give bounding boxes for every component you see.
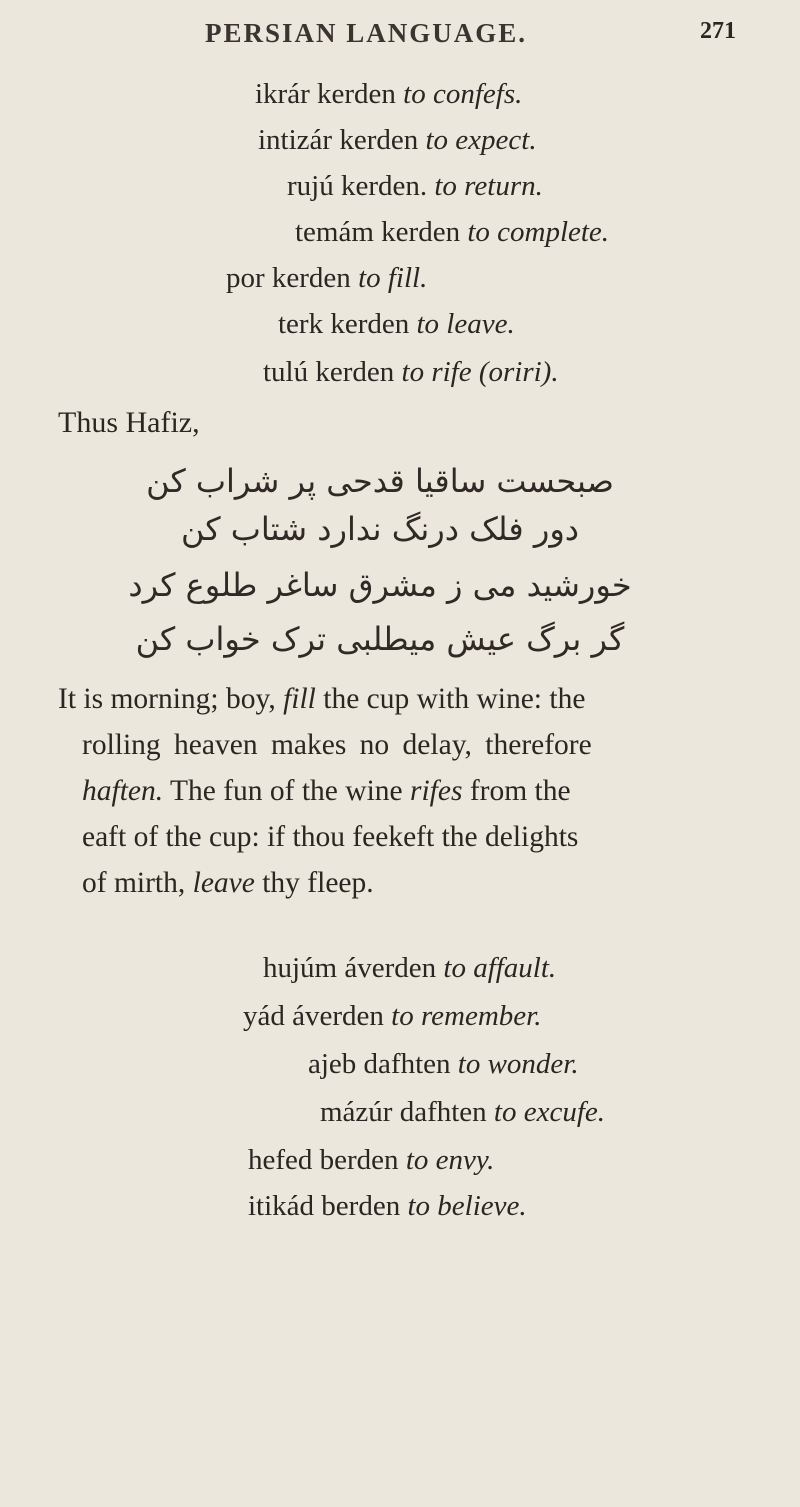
running-title: PERSIAN LANGUAGE. (205, 18, 528, 48)
verse-line: صبحست ساقیا قدحی پر شراب کن (146, 462, 614, 500)
translation-line: It is morning; boy, fill the cup with wine: the (58, 683, 586, 715)
transliteration: rujú kerden. to return. (287, 170, 543, 202)
verse-line: گر برگ عیش میطلبی ترک خواب کن (135, 620, 625, 658)
transliteration: terk kerden to leave. (278, 308, 515, 340)
transliteration: por kerden to fill. (226, 262, 428, 294)
translation-line: eaft of the cup: if thou feekeft the delights (82, 821, 579, 853)
transliteration: ikrár kerden to confefs. (255, 78, 523, 110)
transliteration: ajeb dafhten to wonder. (308, 1048, 579, 1080)
translation-line: of mirth, leave thy fleep. (82, 867, 374, 899)
transliteration: intizár kerden to expect. (258, 124, 537, 156)
transliteration: itikád berden to believe. (248, 1190, 527, 1222)
transliteration: hefed berden to envy. (248, 1144, 495, 1176)
transliteration: tulú kerden to rife (oriri). (263, 356, 559, 388)
intro-text: Thus Hafiz, (58, 406, 200, 439)
transliteration: mázúr dafhten to excufe. (320, 1096, 606, 1128)
translation-line: haften. The fun of the wine rifes from the (82, 775, 571, 807)
transliteration: yád áverden to remember. (243, 1000, 542, 1032)
page-header (0, 14, 800, 54)
verse-line: خورشید می ز مشرق ساغر طلوع کرد (128, 566, 632, 604)
transliteration: hujúm áverden to affault. (263, 952, 557, 984)
page-number: 271 (700, 18, 736, 44)
translation-line: rolling heaven makes no delay, therefore (82, 729, 592, 761)
verse-line: دور فلک درنگ ندارد شتاب کن (180, 510, 580, 548)
transliteration: temám kerden to complete. (295, 216, 610, 248)
